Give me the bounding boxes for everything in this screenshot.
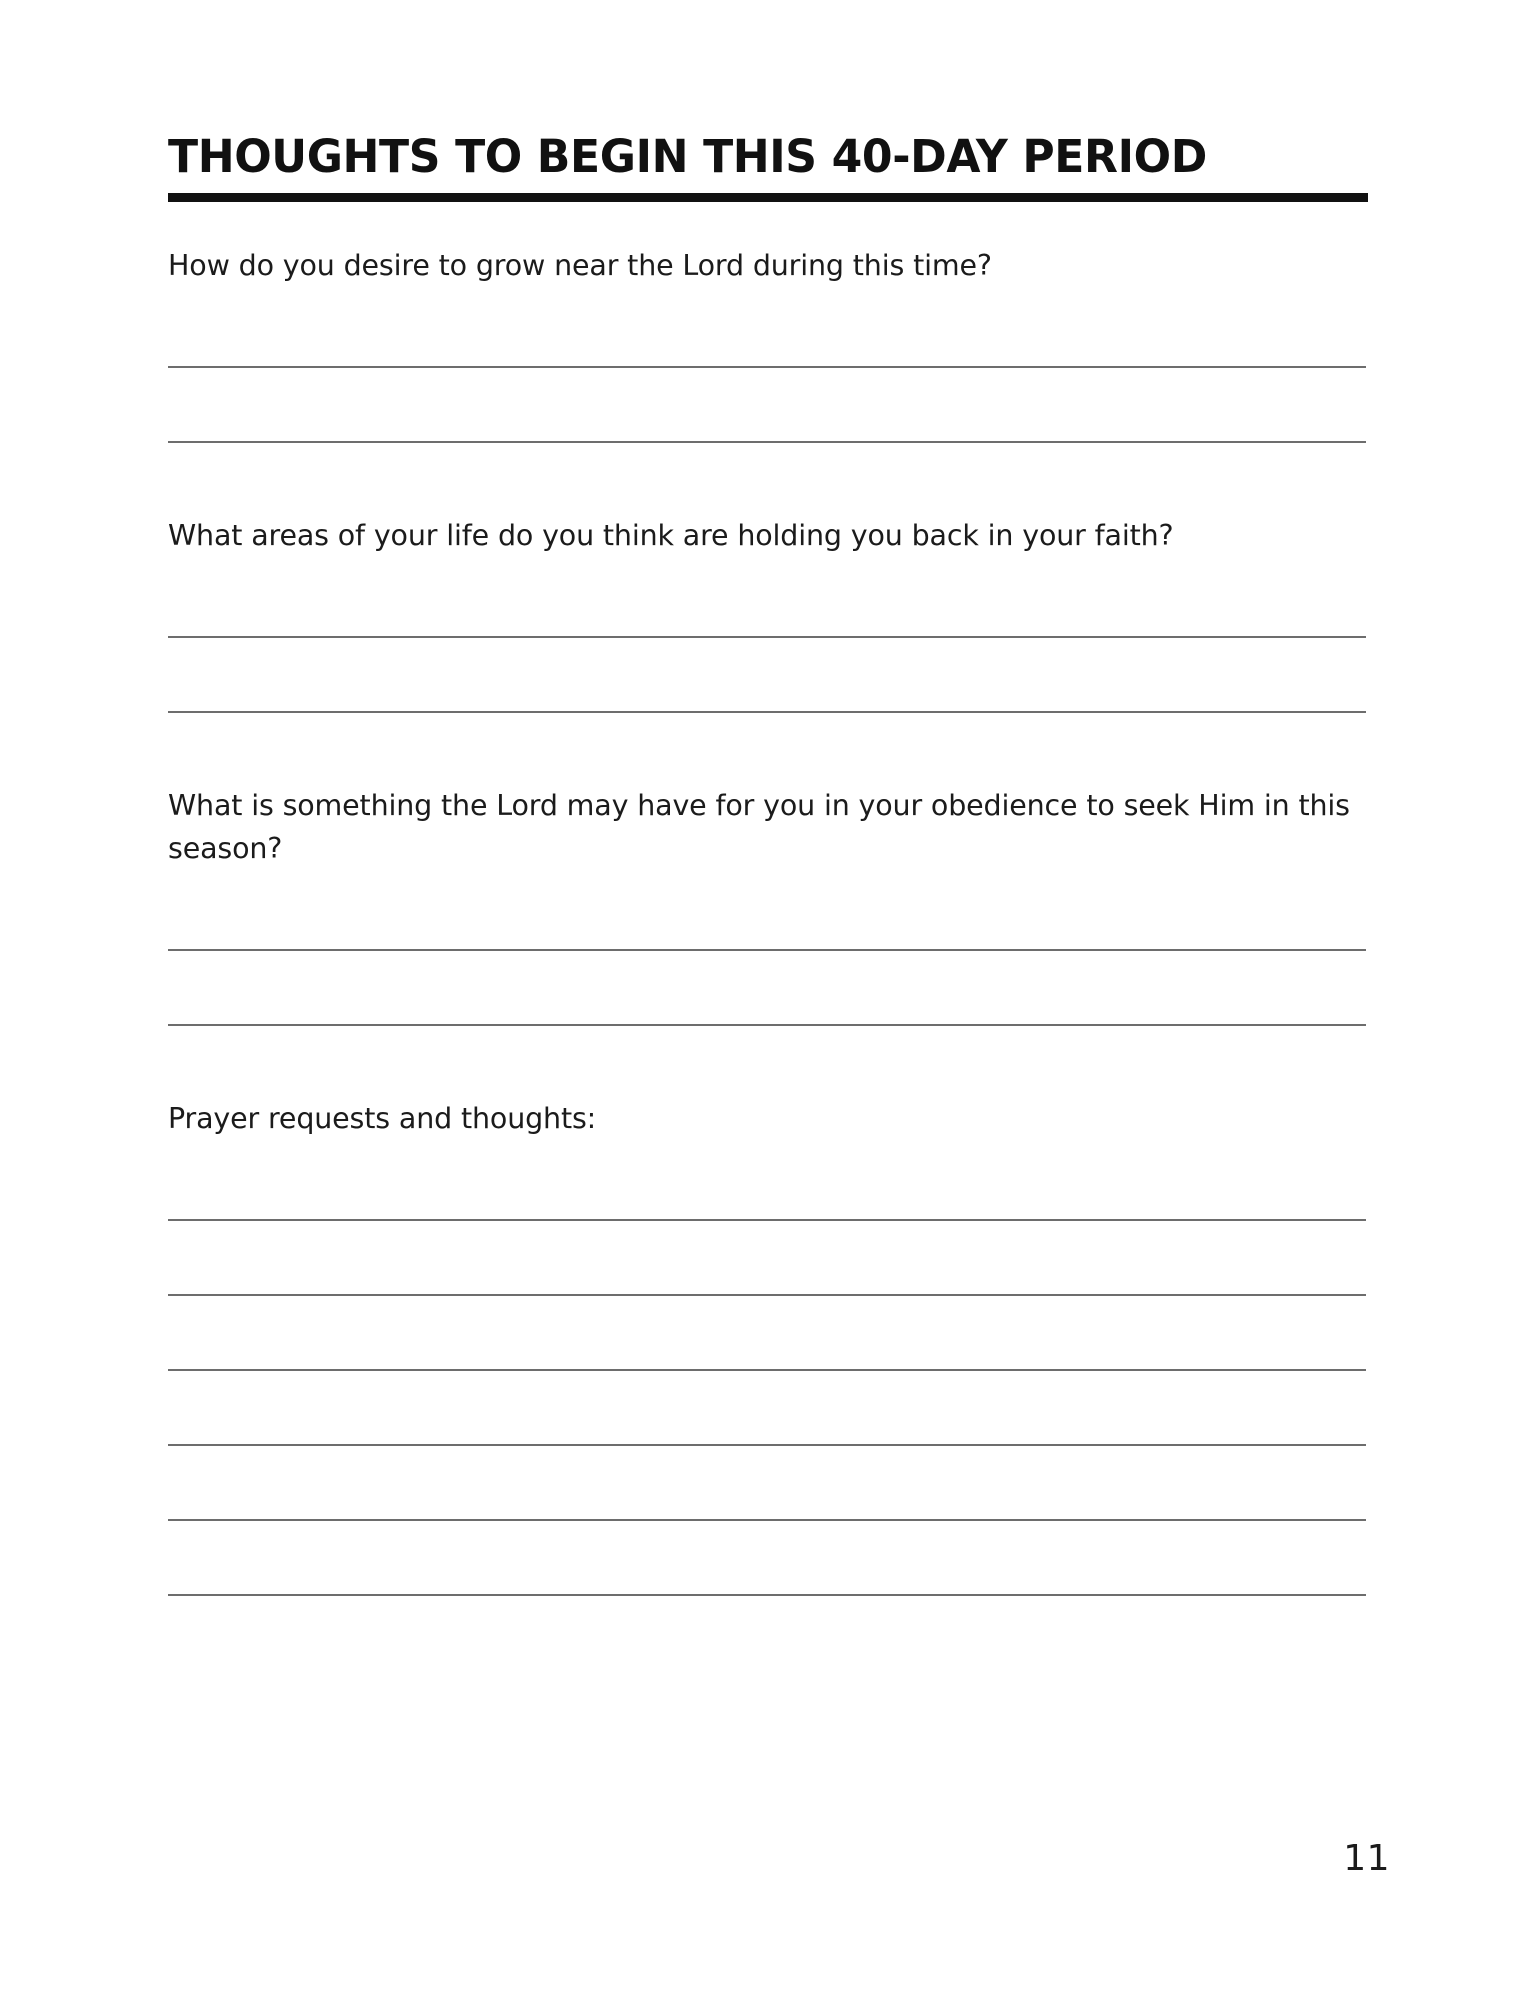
answer-line[interactable] [168, 1219, 1366, 1221]
answer-line[interactable] [168, 441, 1366, 443]
answer-lines-3[interactable] [168, 949, 1366, 1026]
answer-line[interactable] [168, 1519, 1366, 1521]
page-title: THOUGHTS TO BEGIN THIS 40-DAY PERIOD [168, 130, 1207, 183]
answer-line[interactable] [168, 1024, 1366, 1026]
question-prompt-3: What is something the Lord may have for you in your obedience to seek Him in this season? [168, 789, 1350, 866]
answer-line[interactable] [168, 711, 1366, 713]
question-block-4 [168, 1097, 1358, 1140]
title-underline-rule [168, 193, 1368, 202]
page-number: 11 [1343, 1838, 1390, 1879]
answer-line[interactable] [168, 1594, 1366, 1596]
question-block-2 [168, 514, 1358, 557]
page-header [168, 130, 1368, 202]
question-prompt-2: What areas of your life do you think are holding you back in your faith? [168, 519, 1174, 552]
answer-line[interactable] [168, 1369, 1366, 1371]
answer-line[interactable] [168, 1444, 1366, 1446]
answer-lines-1[interactable] [168, 366, 1366, 443]
answer-lines-4[interactable] [168, 1219, 1366, 1596]
answer-lines-2[interactable] [168, 636, 1366, 713]
question-prompt-4: Prayer requests and thoughts: [168, 1102, 597, 1135]
answer-line[interactable] [168, 949, 1366, 951]
answer-line[interactable] [168, 636, 1366, 638]
answer-line[interactable] [168, 1294, 1366, 1296]
question-prompt-1: How do you desire to grow near the Lord during this time? [168, 249, 992, 282]
question-block-3 [168, 784, 1358, 871]
answer-line[interactable] [168, 366, 1366, 368]
question-block-1 [168, 244, 1358, 287]
